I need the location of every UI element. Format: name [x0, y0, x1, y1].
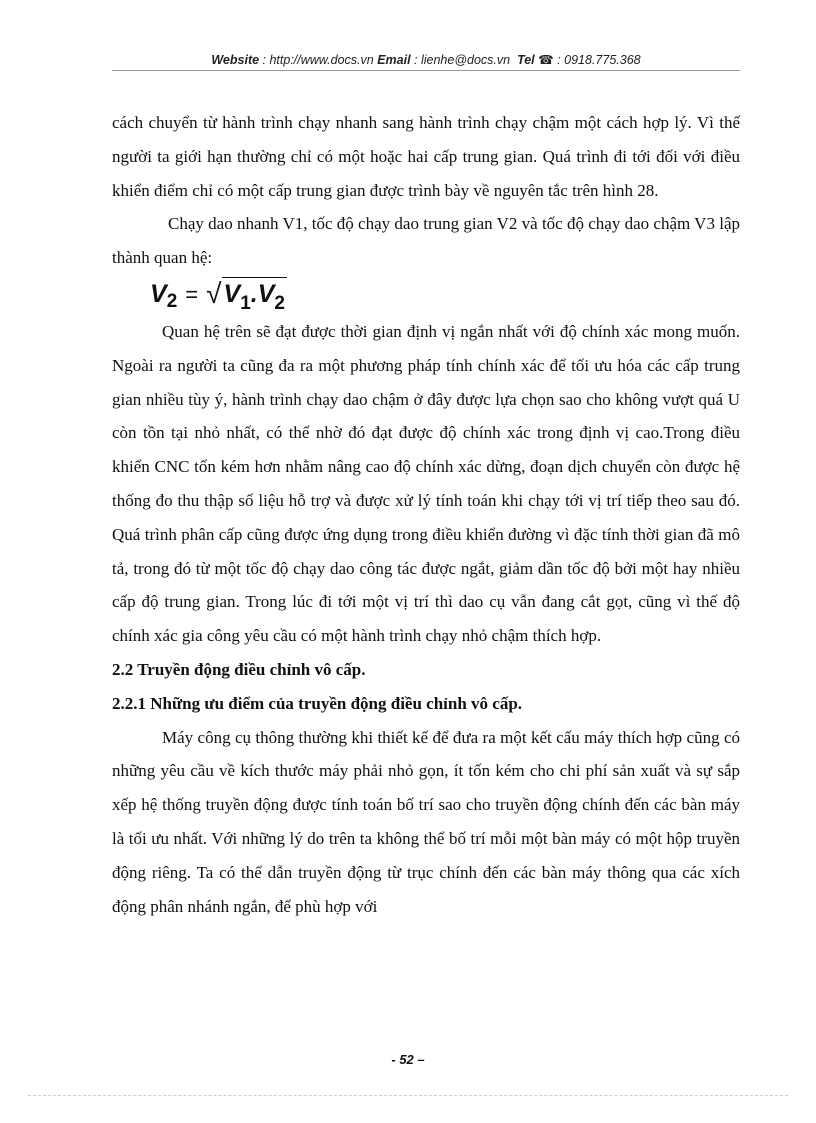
section-heading-2-2: 2.2 Truyền động điều chỉnh vô cấp. [112, 659, 366, 679]
paragraph-intro: cách chuyển từ hành trình chạy nhanh sang hành trình chạy chậm một cách hợp lý. Vì thế người ta giới hạn thường chỉ có một hoặc hai cấp trung gian. Quá trình đi tới đối với điều khiển điểm chỉ có một cấp trung gian được trình bày về nguyên tắc trên hình 28. [112, 113, 740, 200]
page-number: - 52 – [391, 1052, 425, 1067]
section-heading-2-2-1: 2.2.1 Những ưu điểm của truyền động điều chỉnh vô cấp. [112, 693, 523, 713]
formula-sqrt [206, 277, 287, 314]
formula-var1: V [223, 279, 241, 308]
email-address[interactable]: lienhe@docs.vn [420, 53, 511, 67]
formula-sub1: 1 [240, 292, 251, 314]
tel-separator: : [553, 53, 565, 67]
website-label: Website [211, 53, 260, 67]
page-header [112, 52, 740, 67]
website-separator: : [259, 53, 270, 67]
formula-var2: V [257, 279, 275, 308]
phone-icon: ☎ [538, 53, 554, 67]
paragraph-machine-tools: Máy công cụ thông thường khi thiết kế để đưa ra một kết cấu máy thích hợp cũng có những yêu cầu về kích thước máy phải nhỏ gọn, ít tốn kém cho chi phí sản xuất và sự sắp xếp hệ thống truyền động được tính toán bố trí sao cho truyền động chính đến các bàn máy là tối ưu nhất. Với những lý do trên ta không thể bố trí mỗi một bàn máy có một hộp truyền động riêng. Ta có thể dẫn truyền động từ trục chính đến các bàn máy thông qua các xích động phân nhánh ngắn, để phù hợp với [112, 727, 740, 916]
formula-lhs-sub: 2 [166, 291, 178, 313]
paragraph-optimization: Quan hệ trên sẽ đạt được thời gian định vị ngắn nhất với độ chính xác mong muốn. Ngoài ra người ta cũng đa ra một phương pháp tính chính xác để tối ưu hóa các cấp trung gian nhiều tùy ý, hành trình chạy dao chậm ở đây được lựa chọn sao cho không vượt quá U còn tồn tại nhỏ nhất, có thể nhờ đó đạt được độ chính xác trong định vị cao.Trong điều khiển CNC tốn kém hơn nhằm nâng cao độ chính xác dừng, đoạn dịch chuyển còn được hệ thống đo thu thập số liệu hỗ trợ và được xử lý tính toán khi chạy tới vị trí tiếp theo sau đó. Quá trình phân cấp cũng được ứng dụng trong điều khiển đường vì đặc tính thời gian đã mô tả, trong đó từ một tốc độ chạy dao công tác được ngắt, giảm dần tốc độ bởi một hay nhiều cấp độ trung gian. Trong lúc đi tới một vị trí thì dao cụ vẫn đang cắt gọt, cũng vì thế độ chính xác gia công yêu cầu có một hành trình chạy nhỏ chậm thích hợp. [112, 321, 740, 646]
tel-number: 0918.775.368 [564, 53, 641, 67]
paragraph-relation: Chạy dao nhanh V1, tốc độ chạy dao trung gian V2 và tốc độ chạy dao chậm V3 lập thành quan hệ: [112, 214, 740, 268]
document-body [112, 106, 740, 923]
email-label: Email [377, 53, 411, 67]
email-separator: : [410, 53, 421, 67]
tel-label: Tel [517, 53, 535, 67]
formula-lhs-var: V [150, 280, 167, 309]
website-url[interactable]: http://www.docs.vn [269, 53, 374, 67]
formula-v2 [112, 275, 740, 315]
sqrt-sign: √ [206, 277, 222, 309]
page-bottom-divider [28, 1095, 788, 1096]
header-divider [112, 70, 740, 71]
formula-sub2: 2 [274, 292, 285, 314]
sqrt-body [222, 277, 287, 314]
formula-dot: . [250, 279, 258, 308]
formula-equals: = [185, 282, 199, 308]
